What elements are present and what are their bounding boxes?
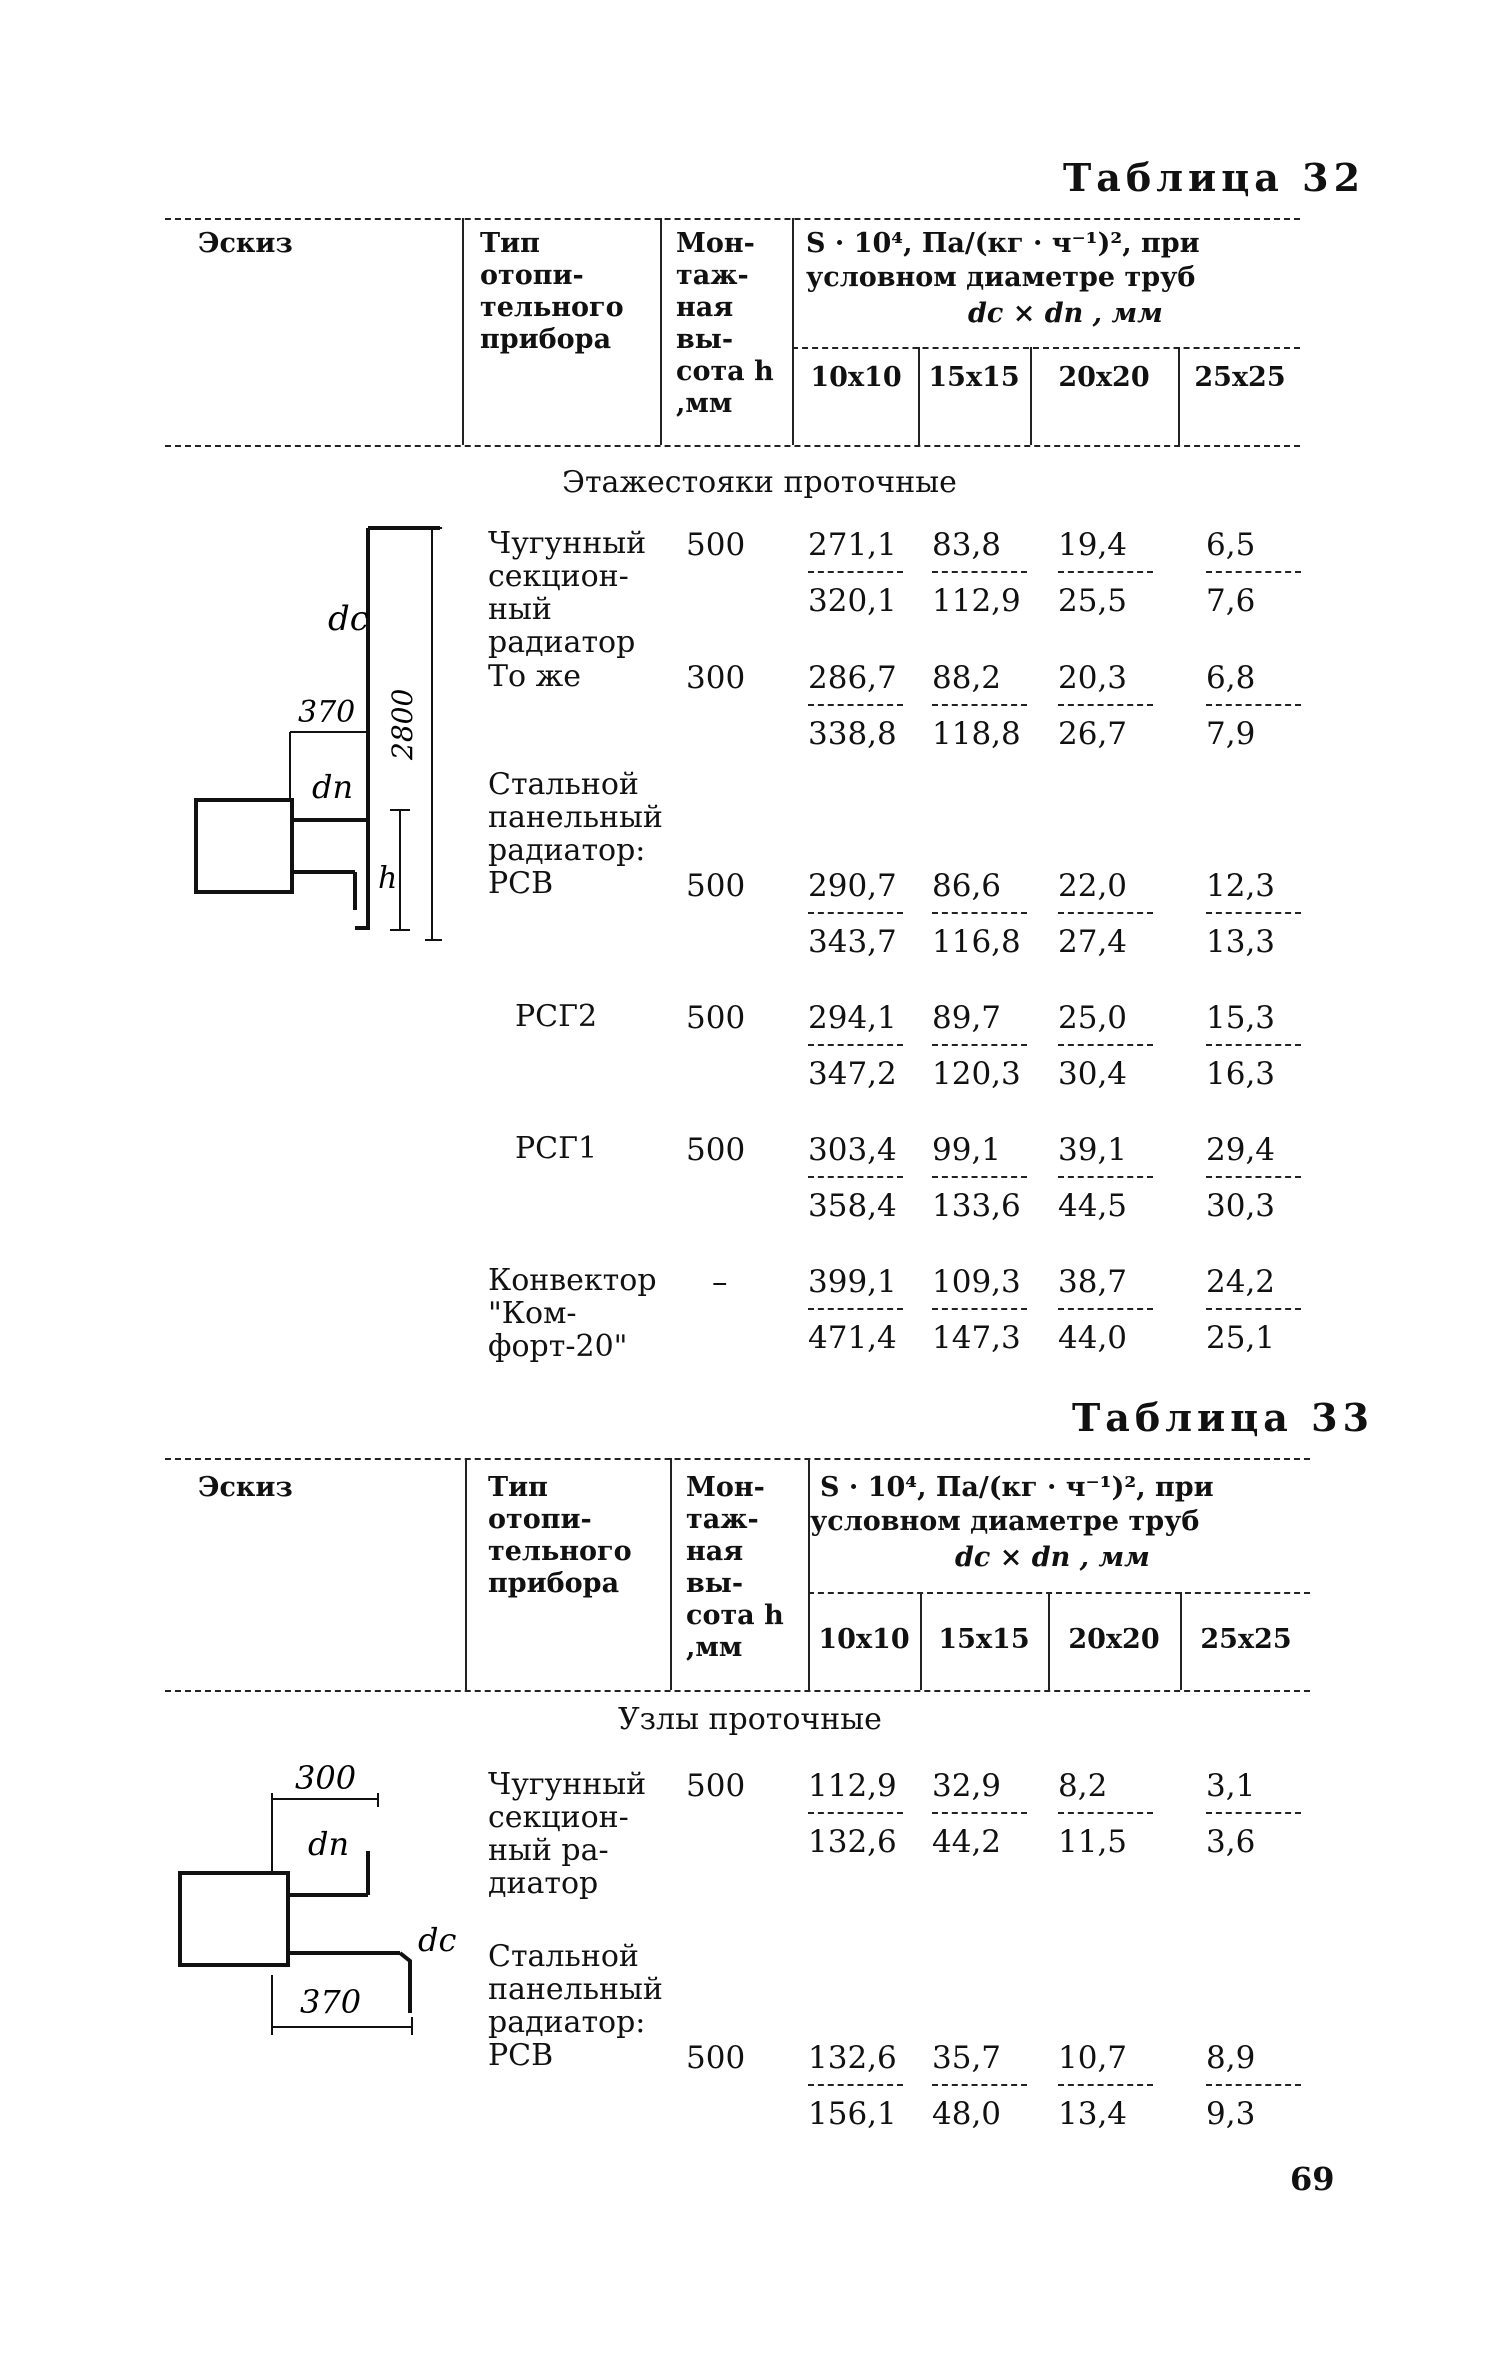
value-cell: 99,1 133,6 xyxy=(932,1132,1052,1224)
col-divider xyxy=(462,218,464,445)
value-cell: 88,2 118,8 xyxy=(932,660,1052,752)
value-cell: 12,3 13,3 xyxy=(1206,868,1326,960)
value-cell: 294,1 347,2 xyxy=(808,1000,928,1092)
header-s-line1: S · 10⁴, Па/(кг · ч⁻¹)², при xyxy=(806,228,1200,259)
header-sketch: Эскиз xyxy=(198,228,293,259)
value-cell: 86,6 116,8 xyxy=(932,868,1052,960)
header-bottom-rule xyxy=(165,1690,1310,1692)
sizes-rule xyxy=(792,347,1300,349)
size-15x15: 15x15 xyxy=(938,1624,1030,1655)
value-cell: 8,2 11,5 xyxy=(1058,1768,1178,1860)
mount-height-value: 500 xyxy=(686,1000,746,1036)
mount-height-value: 500 xyxy=(686,1132,746,1168)
size-25x25: 25x25 xyxy=(1194,362,1286,393)
header-mount-height: Мон- таж- ная вы- сота h ,мм xyxy=(686,1472,784,1663)
col-divider xyxy=(792,218,794,445)
value-cell: 35,7 48,0 xyxy=(932,2040,1052,2132)
size-25x25: 25x25 xyxy=(1200,1624,1292,1655)
value-cell: 132,6 156,1 xyxy=(808,2040,928,2132)
sketch-label-dn: dп xyxy=(308,1825,350,1863)
device-name: Чугунный секцион- ный радиатор xyxy=(488,526,647,660)
header-top-rule xyxy=(165,218,1300,220)
section-title: Узлы проточные xyxy=(618,1702,882,1737)
col-divider xyxy=(660,218,662,445)
value-cell: 10,7 13,4 xyxy=(1058,2040,1178,2132)
mount-height-value: 300 xyxy=(686,660,746,696)
size-10x10: 10x10 xyxy=(810,362,902,393)
value-cell: 8,9 9,3 xyxy=(1206,2040,1326,2132)
value-cell: 29,4 30,3 xyxy=(1206,1132,1326,1224)
value-cell: 109,3 147,3 xyxy=(932,1264,1052,1356)
size-20x20: 20x20 xyxy=(1068,1624,1160,1655)
col-divider xyxy=(670,1458,672,1690)
value-cell: 32,9 44,2 xyxy=(932,1768,1052,1860)
sketch-label-dn: dп xyxy=(312,768,354,806)
header-s-line1: S · 10⁴, Па/(кг · ч⁻¹)², при xyxy=(820,1472,1214,1503)
mount-height-value: 500 xyxy=(686,527,746,563)
header-s-line3: dc × dп , мм xyxy=(968,298,1163,329)
mount-height-value: 500 xyxy=(686,1768,746,1804)
size-10x10: 10x10 xyxy=(818,1624,910,1655)
value-cell: 6,5 7,6 xyxy=(1206,527,1326,619)
header-device-type: Тип отопи- тельного прибора xyxy=(480,228,624,355)
value-cell: 83,8 112,9 xyxy=(932,527,1052,619)
value-cell: 6,8 7,9 xyxy=(1206,660,1326,752)
sketch-label-370: 370 xyxy=(298,695,356,730)
device-name: Стальной панельный радиатор: РСВ xyxy=(488,1939,663,2073)
section-title: Этажестояки проточные xyxy=(562,465,957,500)
device-name: Чугунный секцион- ный ра- диатор xyxy=(488,1767,647,1901)
header-bottom-rule xyxy=(165,445,1300,447)
sketch-node-diagram xyxy=(160,1755,460,2055)
device-name: РСГ2 xyxy=(515,999,598,1034)
page-number: 69 xyxy=(1290,2160,1335,2198)
value-cell: 271,1 320,1 xyxy=(808,527,928,619)
value-cell: 22,0 27,4 xyxy=(1058,868,1178,960)
device-name: То же xyxy=(488,659,581,694)
device-name: Стальной панельный радиатор: РСВ xyxy=(488,767,663,901)
sketch-label-dc: dc xyxy=(328,599,369,639)
sketch-label-h: h xyxy=(378,861,398,896)
mount-height-value: – xyxy=(712,1264,728,1300)
size-15x15: 15x15 xyxy=(928,362,1020,393)
mount-height-value: 500 xyxy=(686,868,746,904)
sizes-rule xyxy=(808,1592,1310,1594)
value-cell: 286,7 338,8 xyxy=(808,660,928,752)
value-cell: 112,9 132,6 xyxy=(808,1768,928,1860)
mount-height-value: 500 xyxy=(686,2040,746,2076)
header-s-line2: условном диаметре труб xyxy=(810,1506,1200,1537)
col-divider xyxy=(808,1458,810,1690)
table-title: Таблица 33 xyxy=(1072,1395,1375,1440)
device-name: Конвектор "Ком- форт-20" xyxy=(488,1263,657,1364)
sketch-label-2800: 2800 xyxy=(386,688,419,760)
value-cell: 19,4 25,5 xyxy=(1058,527,1178,619)
value-cell: 38,7 44,0 xyxy=(1058,1264,1178,1356)
sketch-label-dc: dc xyxy=(418,1921,457,1959)
value-cell: 399,1 471,4 xyxy=(808,1264,928,1356)
value-cell: 24,2 25,1 xyxy=(1206,1264,1326,1356)
value-cell: 89,7 120,3 xyxy=(932,1000,1052,1092)
header-sketch: Эскиз xyxy=(198,1472,293,1503)
sketch-riser-diagram xyxy=(180,510,470,950)
size-20x20: 20x20 xyxy=(1058,362,1150,393)
value-cell: 15,3 16,3 xyxy=(1206,1000,1326,1092)
value-cell: 25,0 30,4 xyxy=(1058,1000,1178,1092)
header-mount-height: Мон- таж- ная вы- сота h ,мм xyxy=(676,228,774,419)
value-cell: 290,7 343,7 xyxy=(808,868,928,960)
col-divider xyxy=(465,1458,467,1690)
header-s-line2: условном диаметре труб xyxy=(806,262,1196,293)
value-cell: 3,1 3,6 xyxy=(1206,1768,1326,1860)
sketch-label-300: 300 xyxy=(295,1759,357,1797)
value-cell: 303,4 358,4 xyxy=(808,1132,928,1224)
sketch-label-370: 370 xyxy=(300,1983,362,2021)
table-title: Таблица 32 xyxy=(1063,155,1366,200)
device-name: РСГ1 xyxy=(515,1131,598,1166)
header-top-rule xyxy=(165,1458,1310,1460)
header-device-type: Тип отопи- тельного прибора xyxy=(488,1472,632,1599)
value-cell: 20,3 26,7 xyxy=(1058,660,1178,752)
value-cell: 39,1 44,5 xyxy=(1058,1132,1178,1224)
header-s-line3: dc × dп , мм xyxy=(955,1542,1150,1573)
